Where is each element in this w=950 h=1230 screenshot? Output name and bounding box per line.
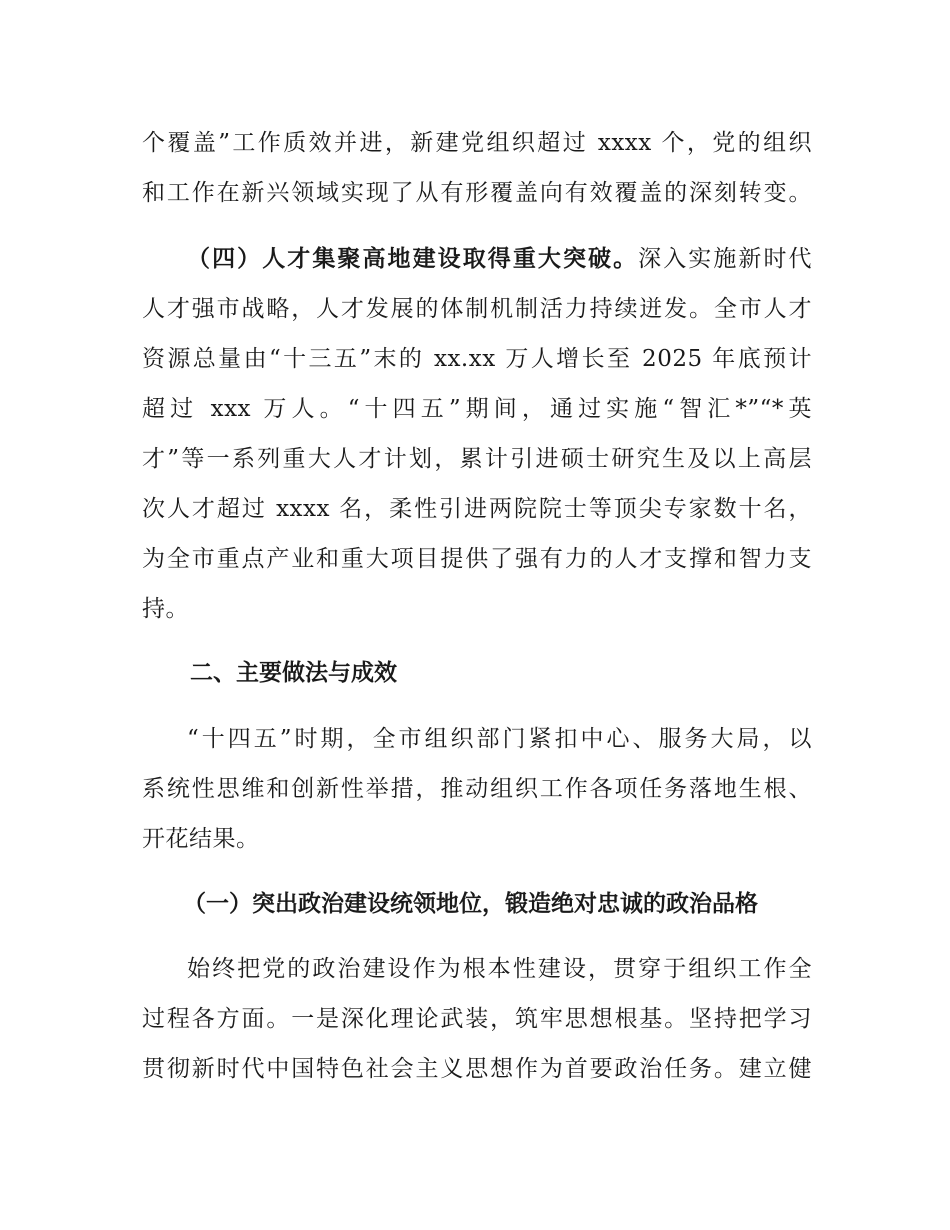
paragraph-line: 系统性思维和创新性举措，推动组织工作各项任务落地生根、 — [142, 776, 812, 802]
paragraph-line: 过程各方面。一是深化理论武装，筑牢思想根基。坚持把学习 — [142, 1006, 812, 1032]
paragraph-line: 人才强市战略，人才发展的体制机制活力持续迸发。全市人才 — [142, 296, 812, 322]
paragraph-line: 和工作在新兴领域实现了从有形覆盖向有效覆盖的深刻转变。 — [142, 180, 812, 206]
subsection-heading: （一）突出政治建设统领地位，锻造绝对忠诚的政治品格 — [183, 891, 758, 917]
talent-first-line-rest: 深入实施新时代 — [638, 246, 812, 272]
paragraph-line: 个覆盖”工作质效并进，新建党组织超过 xxxx 个，党的组织 — [142, 130, 812, 156]
paragraph-line: 次人才超过 xxxx 名，柔性引进两院院士等顶尖专家数十名， — [142, 496, 812, 522]
section-heading: 二、主要做法与成效 — [190, 660, 397, 686]
talent-first-line — [187, 243, 812, 275]
paragraph-line: 始终把党的政治建设作为根本性建设，贯穿于组织工作全 — [187, 956, 812, 982]
paragraph-line: 为全市重点产业和重大项目提供了强有力的人才支撑和智力支 — [142, 546, 812, 572]
paragraph-line: 资源总量由“十三五”末的 xx.xx 万人增长至 2025 年底预计 — [142, 346, 812, 372]
paragraph-line: “十四五”时期，全市组织部门紧扣中心、服务大局，以 — [187, 726, 812, 752]
paragraph-line: 持。 — [142, 596, 189, 622]
subsection-heading-talent: （四）人才集聚高地建设取得重大突破。 — [187, 246, 639, 272]
paragraph-line: 开花结果。 — [142, 826, 260, 852]
paragraph-line: 贯彻新时代中国特色社会主义思想作为首要政治任务。建立健 — [142, 1056, 812, 1082]
paragraph-line: 超过 xxx 万人。“十四五”期间，通过实施“智汇*”“*英 — [142, 396, 812, 422]
paragraph-line: 才”等一系列重大人才计划，累计引进硕士研究生及以上高层 — [142, 446, 812, 472]
